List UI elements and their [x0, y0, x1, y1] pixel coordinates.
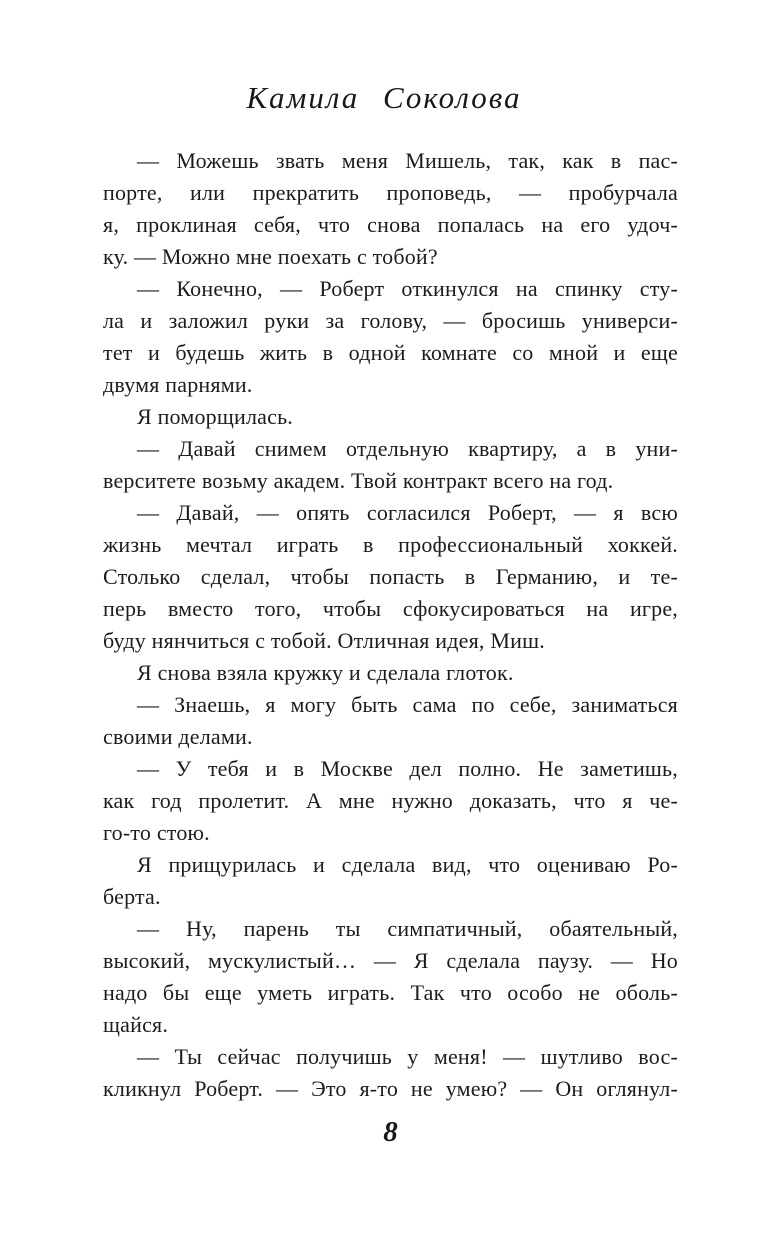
text-line: надо бы еще уметь играть. Так что особо не оболь- — [103, 980, 678, 1005]
text-line: — Знаешь, я могу быть сама по себе, заниматься — [137, 692, 678, 717]
text-line: — Конечно, — Роберт откинулся на спинку сту- — [137, 276, 678, 301]
text-line: Я прищурилась и сделала вид, что оцениваю Ро- — [137, 852, 678, 877]
text-line: порте, или прекратить проповедь, — пробурчала — [103, 180, 678, 205]
text-line: — Ну, парень ты симпатичный, обаятельный, — [137, 916, 678, 941]
text-line: Я снова взяла кружку и сделала глоток. — [137, 660, 514, 685]
text-line: своими делами. — [103, 724, 253, 749]
text-line: ку. — Можно мне поехать с тобой? — [103, 244, 438, 269]
text-line: берта. — [103, 884, 161, 909]
text-line: буду нянчиться с тобой. Отличная идея, Миш. — [103, 628, 545, 653]
page-number: 8 — [383, 1116, 398, 1148]
text-line: — Давай, — опять согласился Роберт, — я всю — [137, 500, 678, 525]
text-line: Столько сделал, чтобы попасть в Германию, и те- — [103, 564, 678, 589]
text-line: щайся. — [103, 1012, 169, 1037]
text-line: — Давай снимем отдельную квартиру, а в уни- — [137, 436, 678, 461]
text-line: тет и будешь жить в одной комнате со мной и еще — [103, 340, 678, 365]
text-line: двумя парнями. — [103, 372, 253, 397]
running-head-author: Камила Соколова — [246, 80, 522, 115]
text-line: высокий, мускулистый… — Я сделала паузу. — Но — [103, 948, 678, 973]
text-line: ла и заложил руки за голову, — бросишь универси- — [103, 308, 678, 333]
text-line: я, проклиная себя, что снова попалась на его удоч- — [103, 212, 678, 237]
text-line: жизнь мечтал играть в профессиональный хоккей. — [103, 532, 678, 557]
text-line: — У тебя и в Москве дел полно. Не заметишь, — [137, 756, 678, 781]
text-line: верситете возьму академ. Твой контракт всего на год. — [103, 468, 614, 493]
text-line: Я поморщилась. — [137, 404, 294, 429]
text-line: — Можешь звать меня Мишель, так, как в пас- — [137, 148, 678, 173]
text-block — [103, 145, 678, 1105]
text-line: перь вместо того, чтобы сфокусироваться на игре, — [103, 596, 678, 621]
text-line: кликнул Роберт. — Это я-то не умею? — Он оглянул- — [103, 1076, 678, 1101]
text-line: как год пролетит. А мне нужно доказать, что я че- — [103, 788, 678, 813]
text-line: го-то стою. — [103, 820, 210, 845]
text-line: — Ты сейчас получишь у меня! — шутливо вос- — [137, 1044, 678, 1069]
